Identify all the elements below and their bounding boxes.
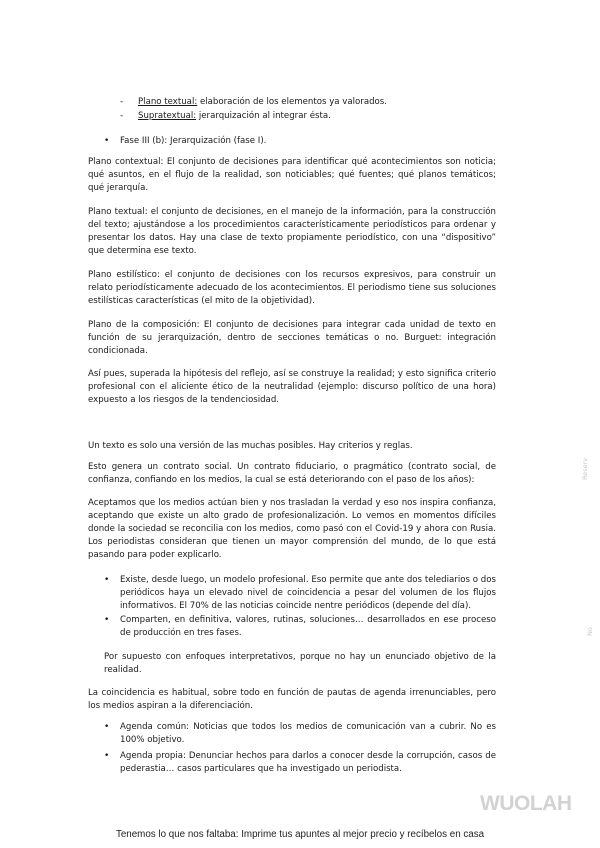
list-item-text: Agenda común: Noticias que todos los medios de comunicación van a cubrir. No es 100% objetivo. bbox=[120, 722, 496, 745]
dash-bullet: - bbox=[120, 97, 124, 107]
paragraph-plano-textual: Plano textual: el conjunto de decisiones, en el manejo de la información, para la construcción del texto; ajustándose a los procedimientos característicamente periodísticos para ordenar y presentar los datos. Hay una clase de texto propiamente periodístico, con una “dispositivo” que determina ese texto. bbox=[88, 207, 496, 256]
list-item bbox=[120, 96, 500, 109]
svg-text:WUOLAH: WUOLAH bbox=[480, 792, 572, 814]
bullet-icon: • bbox=[104, 136, 110, 146]
list-item-label: Plano textual: bbox=[138, 97, 198, 107]
list-item bbox=[120, 110, 500, 123]
list-item-text: elaboración de los elementos ya valorados. bbox=[197, 97, 388, 107]
phase-text: Fase III (b): Jerarquización (fase I). bbox=[120, 136, 267, 146]
list-item-text: Comparten, en definitiva, valores, rutinas, soluciones… desarrollados en ese proceso de producción en tres fases. bbox=[120, 615, 496, 638]
paragraph-contrato-social: Esto genera un contrato social. Un contrato fiduciario, o pragmático (contrato social, de confianza, confiando en los medios, la cual se está deteriorando con el paso de los años): bbox=[88, 462, 496, 485]
side-watermark-reserved: Reserv bbox=[581, 457, 589, 480]
phase-heading bbox=[104, 135, 496, 148]
footer-banner: Tenemos lo que nos faltaba: Imprime tus apuntes al mejor precio y recíbelos en casa bbox=[115, 829, 485, 840]
paragraph-conclusion: Así pues, superada la hipótesis del reflejo, así se construye la realidad; y esto significa criterio profesional con el aliciente ético de la neutralidad (ejemplo: discurso político de una hora) expuesto a los riesgos de la tendenciosidad. bbox=[88, 369, 496, 405]
list-item bbox=[104, 721, 496, 747]
bullet-icon: • bbox=[104, 722, 110, 732]
list-item-text: Existe, desde luego, un modelo profesional. Eso permite que ante dos telediarios o dos periódicos haya un elevado nivel de coincidencia a pesar del volumen de los flujos informativos. El 70% de las noticias coincide nentre periódicos (depende del día). bbox=[120, 575, 496, 611]
list-item bbox=[104, 614, 496, 640]
paragraph-plano-contextual: Plano contextual: El conjunto de decisiones para identificar qué acontecimientos son noticia; qué asuntos, en el flujo de la realidad, son noticiables; qué fuentes; qué planos temáticos; qué jerarquía. bbox=[88, 157, 496, 193]
paragraph-version: Un texto es solo una versión de las muchas posibles. Hay criterios y reglas. bbox=[88, 441, 413, 451]
list-item-text: jerarquización al integrar ésta. bbox=[196, 111, 331, 121]
side-watermark-no: No bbox=[586, 627, 594, 636]
wuolah-logo bbox=[480, 792, 572, 814]
bullet-icon: • bbox=[104, 751, 110, 761]
list-item-label: Supratextual: bbox=[138, 111, 197, 121]
bullet-icon: • bbox=[104, 575, 110, 585]
paragraph-plano-composicion: Plano de la composición: El conjunto de decisiones para integrar cada unidad de texto en función de su jerarquización, dentro de secciones temáticas o no. Burguet: integración condicionada. bbox=[88, 320, 496, 356]
paragraph-enfoques: Por supuesto con enfoques interpretativos, porque no hay un enunciado objetivo de la realidad. bbox=[104, 652, 496, 675]
list-item-text: Agenda propia: Denunciar hechos para darlos a conocer desde la corrupción, casos de pederastia… casos particulares que ha investigado un periodista. bbox=[120, 751, 496, 774]
paragraph-coincidencia: La coincidencia es habitual, sobre todo en función de pautas de agenda irrenunciables, pero los medios aspiran a la diferenciación. bbox=[88, 688, 496, 711]
bullet-icon: • bbox=[104, 615, 110, 625]
paragraph-plano-estilistico: Plano estilístico: el conjunto de decisiones con los recursos expresivos, para construir un relato periodísticamente adecuado de los acontecimientos. El periodismo tiene sus soluciones estilísticas características (el mito de la objetividad). bbox=[88, 270, 496, 306]
paragraph-confianza: Aceptamos que los medios actúan bien y nos trasladan la verdad y eso nos inspira confianza, aceptando que existe un alto grado de profesionalización. Lo vemos en momentos difíciles donde la sociedad se reconcilia con los medios, como pasó con el Covid-19 y ahora con Rusia. Los periodistas consideran que tienen un mayor comprensión del mundo, de lo que está pasando para poder explicarlo. bbox=[88, 498, 496, 560]
dash-bullet: - bbox=[120, 111, 124, 121]
list-item bbox=[104, 574, 496, 613]
list-item bbox=[104, 750, 496, 776]
